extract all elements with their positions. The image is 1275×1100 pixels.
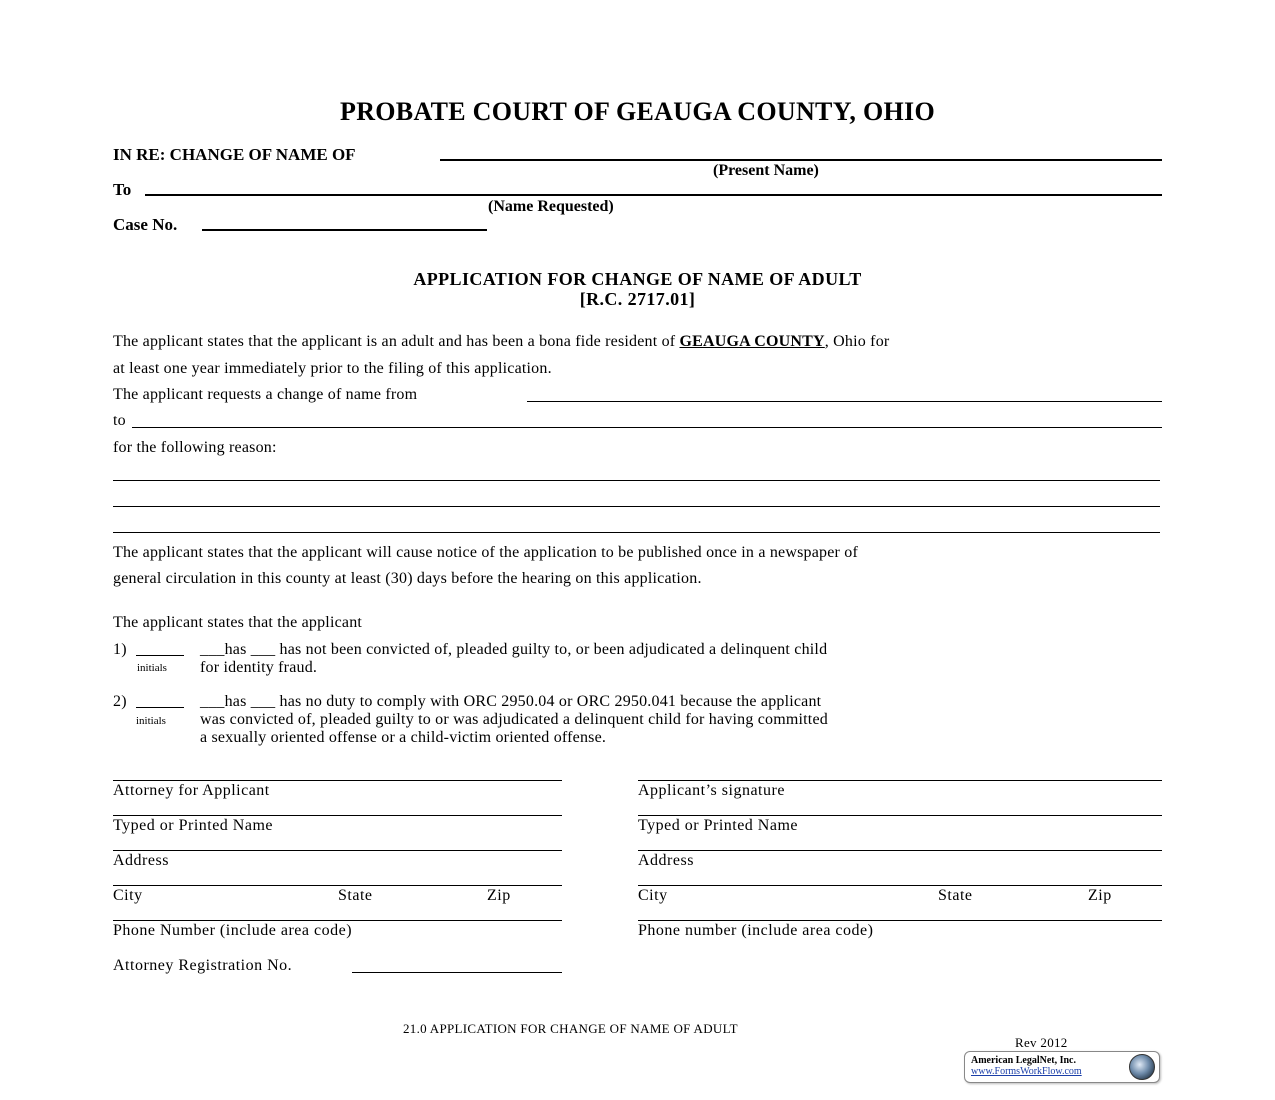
applicant-phone-field[interactable] bbox=[638, 920, 1162, 921]
statute-reference: [R.C. 2717.01] bbox=[579, 289, 696, 309]
attorney-registration-label: Attorney Registration No. bbox=[113, 957, 293, 974]
logo-company-name: American LegalNet, Inc. bbox=[971, 1055, 1076, 1066]
statement-2-line-1[interactable]: ___has ___ has no duty to comply with ORC 2950.04 or ORC 2950.041 because the applicant bbox=[200, 693, 822, 710]
statement-2-initials-field[interactable] bbox=[136, 707, 184, 708]
attorney-typed-name-field[interactable] bbox=[113, 815, 562, 816]
reason-line-2[interactable] bbox=[113, 506, 1160, 507]
applicant-zip-label: Zip bbox=[1088, 887, 1112, 904]
request-to-label: to bbox=[113, 412, 126, 429]
attorney-city-label: City bbox=[113, 887, 143, 904]
residency-text-2: , Ohio for bbox=[824, 333, 890, 350]
notice-line-1: The applicant states that the applicant will cause notice of the application to be published once in a newspaper of bbox=[113, 544, 858, 561]
attorney-typed-name-label: Typed or Printed Name bbox=[113, 817, 274, 834]
present-name-field[interactable] bbox=[440, 159, 1162, 161]
request-to-field[interactable] bbox=[132, 427, 1162, 428]
attorney-zip-label: Zip bbox=[487, 887, 511, 904]
statement-1-number: 1) bbox=[113, 641, 127, 658]
request-from-label: The applicant requests a change of name from bbox=[113, 386, 418, 403]
applicant-signature-label: Applicant’s signature bbox=[638, 782, 785, 799]
notice-line-2: general circulation in this county at least (30) days before the hearing on this application. bbox=[113, 570, 702, 587]
residency-text-1: The applicant states that the applicant is an adult and has been a bona fide resident of bbox=[113, 333, 676, 350]
statement-1-line-2: for identity fraud. bbox=[200, 659, 318, 676]
applicant-signature-field[interactable] bbox=[638, 780, 1162, 781]
attorney-label: Attorney for Applicant bbox=[113, 782, 270, 799]
attorney-phone-label: Phone Number (include area code) bbox=[113, 922, 353, 939]
statement-1-initials-field[interactable] bbox=[136, 655, 184, 656]
attorney-address-label: Address bbox=[113, 852, 169, 869]
to-label: To bbox=[113, 180, 132, 199]
statement-2-number: 2) bbox=[113, 693, 127, 710]
case-no-label: Case No. bbox=[113, 215, 178, 234]
reason-label: for the following reason: bbox=[113, 439, 277, 456]
form-footer-title: 21.0 APPLICATION FOR CHANGE OF NAME OF ADULT bbox=[403, 1021, 738, 1036]
present-name-caption: (Present Name) bbox=[713, 162, 819, 179]
statement-1-line-1[interactable]: ___has ___ has not been convicted of, pleaded guilty to, or been adjudicated a delinquent child bbox=[200, 641, 828, 658]
revision-label: Rev 2012 bbox=[1015, 1035, 1068, 1050]
applicant-phone-label: Phone number (include area code) bbox=[638, 922, 874, 939]
county-name: GEAUGA COUNTY bbox=[679, 333, 825, 350]
applicant-address-field[interactable] bbox=[638, 850, 1162, 851]
applicant-state-label: State bbox=[938, 887, 973, 904]
attorney-registration-field[interactable] bbox=[352, 972, 562, 973]
attorney-signature-field[interactable] bbox=[113, 780, 562, 781]
statement-2-line-2: was convicted of, pleaded guilty to or was adjudicated a delinquent child for having committed bbox=[200, 711, 828, 728]
applicant-typed-name-label: Typed or Printed Name bbox=[638, 817, 799, 834]
statement-1-initials-label: initials bbox=[137, 662, 167, 674]
name-requested-caption: (Name Requested) bbox=[488, 198, 614, 215]
case-no-field[interactable] bbox=[202, 229, 487, 231]
residency-statement bbox=[113, 333, 889, 351]
court-title: PROBATE COURT OF GEAUGA COUNTY, OHIO bbox=[340, 97, 935, 126]
attorney-address-field[interactable] bbox=[113, 850, 562, 851]
attorney-state-label: State bbox=[338, 887, 373, 904]
applicant-city-state-zip-field[interactable] bbox=[638, 885, 1162, 886]
applicant-city-label: City bbox=[638, 887, 668, 904]
in-re-label: IN RE: CHANGE OF NAME OF bbox=[113, 145, 356, 164]
application-title: APPLICATION FOR CHANGE OF NAME OF ADULT bbox=[413, 269, 862, 289]
globe-icon bbox=[1129, 1054, 1155, 1080]
reason-line-3[interactable] bbox=[113, 532, 1160, 533]
applicant-typed-name-field[interactable] bbox=[638, 815, 1162, 816]
applicant-address-label: Address bbox=[638, 852, 694, 869]
residency-line-2: at least one year immediately prior to the filing of this application. bbox=[113, 360, 552, 377]
statement-2-initials-label: initials bbox=[136, 715, 166, 727]
states-label: The applicant states that the applicant bbox=[113, 614, 363, 631]
attorney-city-state-zip-field[interactable] bbox=[113, 885, 562, 886]
attorney-phone-field[interactable] bbox=[113, 920, 562, 921]
american-legalnet-logo[interactable] bbox=[964, 1051, 1160, 1083]
logo-url-link[interactable]: www.FormsWorkFlow.com bbox=[971, 1066, 1082, 1077]
name-requested-field[interactable] bbox=[145, 194, 1162, 196]
statement-2-line-3: a sexually oriented offense or a child-victim oriented offense. bbox=[200, 729, 607, 746]
reason-line-1[interactable] bbox=[113, 480, 1160, 481]
request-from-field[interactable] bbox=[527, 401, 1162, 402]
